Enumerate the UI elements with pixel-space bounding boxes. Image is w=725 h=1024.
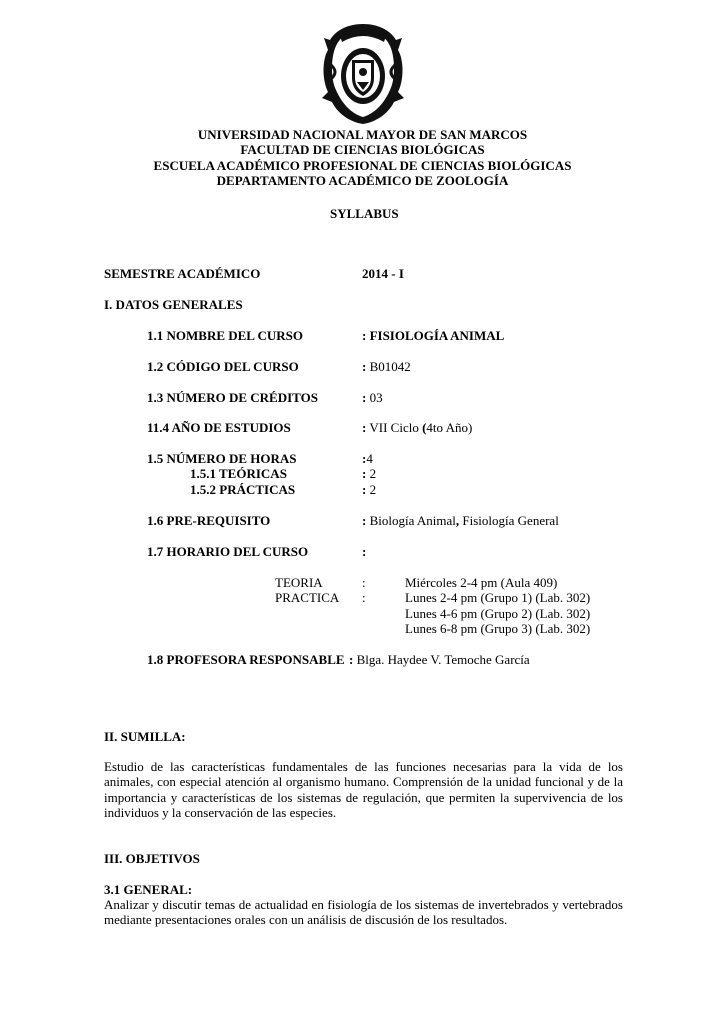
section-2-heading: II. SUMILLA: (104, 729, 186, 744)
theory-hours-label: 1.5.1 TEÓRICAS (190, 466, 287, 481)
section-3-heading: III. OBJETIVOS (104, 851, 200, 866)
general-objective-paragraph: Analizar y discutir temas de actualidad en fisiología de los sistemas de invertebrados y vertebrados mediante presentaciones orales con un análisis de discusión de los resultados. (104, 897, 623, 928)
practice-schedule-group-3: Lunes 6-8 pm (Grupo 3) (Lab. 302) (405, 621, 591, 636)
theory-schedule-value: Miércoles 2-4 pm (Aula 409) (405, 575, 558, 590)
professor-value: : Blga. Haydee V. Temoche García (349, 652, 530, 667)
semester-label: SEMESTRE ACADÉMICO (104, 266, 261, 281)
practice-schedule-group-2: Lunes 4-6 pm (Grupo 2) (Lab. 302) (405, 606, 591, 621)
theory-schedule-colon: : (362, 575, 366, 590)
credits-label: 1.3 NÚMERO DE CRÉDITOS (147, 390, 318, 405)
practice-hours-value: : 2 (362, 482, 377, 497)
school-name: ESCUELA ACADÉMICO PROFESIONAL DE CIENCIAS BIOLÓGICAS (153, 158, 572, 173)
schedule-colon: : (362, 544, 367, 559)
course-code-label: 1.2 CÓDIGO DEL CURSO (147, 359, 299, 374)
faculty-name: FACULTAD DE CIENCIAS BIOLÓGICAS (240, 142, 485, 157)
hours-value: :4 (362, 451, 373, 466)
course-code-value: : B01042 (362, 359, 411, 374)
university-name: UNIVERSIDAD NACIONAL MAYOR DE SAN MARCOS (197, 127, 528, 142)
course-name-label: 1.1 NOMBRE DEL CURSO (147, 328, 304, 343)
general-objective-heading: 3.1 GENERAL: (104, 882, 193, 897)
semester-value: 2014 - I (362, 266, 404, 281)
summary-paragraph: Estudio de las características fundamentales de las funciones necesarias para la vida de los animales, con especial atención al organismo humano. Comprensión de la unidad funcional y de la importancia y características de los sistemas de regulación, que permiten la supervivencia de los individuos y la conservación de las especies. (104, 759, 623, 820)
theory-hours-value: : 2 (362, 466, 377, 481)
study-year-label: 11.4 AÑO DE ESTUDIOS (147, 420, 291, 435)
study-year-value: : VII Ciclo (4to Año) (362, 420, 473, 435)
course-name-value: : FISIOLOGÍA ANIMAL (362, 328, 505, 343)
section-1-heading: I. DATOS GENERALES (104, 297, 243, 312)
schedule-label: 1.7 HORARIO DEL CURSO (147, 544, 309, 559)
practice-hours-label: 1.5.2 PRÁCTICAS (190, 482, 296, 497)
hours-label: 1.5 NÚMERO DE HORAS (147, 451, 297, 466)
prerequisite-label: 1.6 PRE-REQUISITO (147, 513, 271, 528)
department-name: DEPARTAMENTO ACADÉMICO DE ZOOLOGÍA (216, 173, 509, 188)
practice-schedule-colon: : (362, 590, 366, 605)
prerequisite-value: : Biología Animal, Fisiología General (362, 513, 559, 528)
document-title: SYLLABUS (330, 206, 399, 221)
credits-value: : 03 (362, 390, 383, 405)
professor-label: 1.8 PROFESORA RESPONSABLE (147, 652, 345, 667)
theory-schedule-label: TEORIA (275, 575, 323, 590)
practice-schedule-label: PRACTICA (275, 590, 340, 605)
practice-schedule-group-1: Lunes 2-4 pm (Grupo 1) (Lab. 302) (405, 590, 591, 605)
university-crest-logo (318, 20, 408, 128)
